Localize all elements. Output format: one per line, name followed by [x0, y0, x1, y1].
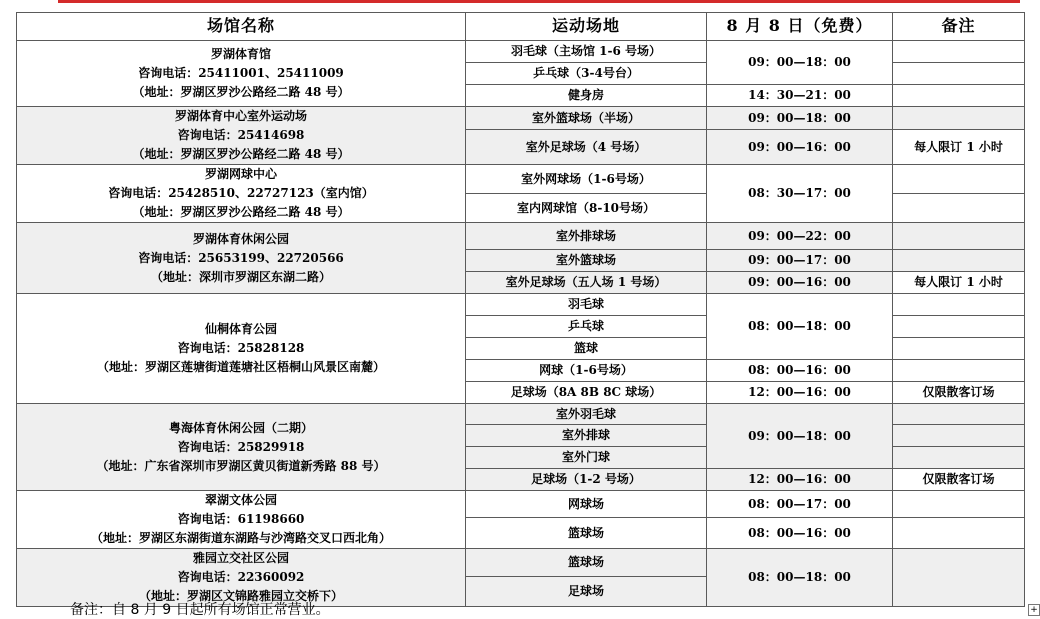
field-cell: 足球场（8A 8B 8C 球场）: [466, 382, 707, 404]
venue-cell: [17, 491, 466, 549]
table-row: [17, 294, 1025, 316]
venue-phone: 咨询电话：25828128: [177, 341, 305, 355]
time-cell: 12：00—16：00: [707, 382, 893, 404]
note-cell: [893, 194, 1025, 223]
field-cell: 乒乓球（3-4号台）: [466, 63, 707, 85]
time-cell: 09：00—16：00: [707, 272, 893, 294]
field-cell: 网球（1-6号场）: [466, 360, 707, 382]
venue-address: （地址：广东省深圳市罗湖区黄贝街道新秀路 88 号）: [96, 458, 386, 473]
note-cell: [893, 165, 1025, 194]
venue-address: （地址：罗湖区莲塘街道莲塘社区梧桐山风景区南麓）: [96, 360, 385, 374]
field-cell: 篮球: [466, 338, 707, 360]
venue-phone: 咨询电话：25414698: [177, 128, 305, 142]
note-cell: [893, 338, 1025, 360]
field-cell: 室外网球场（1-6号场）: [466, 165, 707, 194]
venue-address: （地址：罗湖区罗沙公路经二路 48 号）: [132, 147, 350, 161]
note-cell: [893, 360, 1025, 382]
note-cell: [893, 41, 1025, 63]
field-cell: 室外排球: [466, 425, 707, 447]
venue-address: （地址：罗湖区文锦路雅园立交桥下）: [138, 589, 343, 603]
table-row: [17, 404, 1025, 425]
time-cell: 08：00—16：00: [707, 360, 893, 382]
time-cell: 08：00—17：00: [707, 491, 893, 518]
field-cell: 乒乓球: [466, 316, 707, 338]
venue-name: 翠湖文体公园: [204, 493, 277, 507]
field-cell: 室外足球场（五人场 1 号场）: [466, 272, 707, 294]
field-cell: 室外篮球场: [466, 250, 707, 272]
note-cell: [893, 518, 1025, 549]
note-cell: 每人限订 1 小时: [893, 272, 1025, 294]
time-cell: 14：30—21：00: [707, 85, 893, 107]
note-cell: [893, 425, 1025, 447]
field-cell: 足球场: [466, 577, 707, 607]
note-cell: [893, 404, 1025, 425]
venue-cell: [17, 294, 466, 404]
venue-address: （地址：罗湖区罗沙公路经二路 48 号）: [132, 205, 350, 219]
table-row: [17, 107, 1025, 130]
venue-cell: [17, 107, 466, 165]
venue-phone: 咨询电话：61198660: [177, 512, 305, 526]
time-cell: 12：00—16：00: [707, 469, 893, 491]
field-cell: 足球场（1-2 号场）: [466, 469, 707, 491]
venue-cell: [17, 41, 466, 107]
resize-handle-icon[interactable]: +: [1028, 604, 1040, 616]
field-cell: 室外羽毛球: [466, 404, 707, 425]
time-cell: 09：00—18：00: [707, 404, 893, 469]
time-cell: 09：00—22：00: [707, 223, 893, 250]
venue-name: 罗湖网球中心: [204, 167, 277, 181]
field-cell: 羽毛球: [466, 294, 707, 316]
table-row: [17, 41, 1025, 63]
time-cell: 09：00—16：00: [707, 129, 893, 164]
note-cell: [893, 316, 1025, 338]
table-row: [17, 491, 1025, 518]
venue-phone: 咨询电话：25653199、22720566: [138, 250, 344, 265]
note-cell: [893, 447, 1025, 469]
note-cell: [893, 63, 1025, 85]
time-cell: 08：30—17：00: [707, 165, 893, 223]
note-cell: [893, 491, 1025, 518]
field-cell: 网球场: [466, 491, 707, 518]
note-cell: [893, 294, 1025, 316]
venue-name: 粤海体育休闲公园（二期）: [168, 420, 313, 435]
venue-address: （地址：罗湖区东湖街道东湖路与沙湾路交叉口西北角）: [90, 531, 391, 545]
venue-cell: [17, 549, 466, 607]
venue-schedule-table: [16, 12, 1025, 607]
venue-name: 罗湖体育中心室外运动场: [174, 109, 307, 123]
table-row: [17, 223, 1025, 250]
field-cell: 室内网球馆（8-10号场）: [466, 194, 707, 223]
note-cell: 仅限散客订场: [893, 382, 1025, 404]
top-accent-bar: [58, 0, 1020, 3]
time-cell: 08：00—18：00: [707, 549, 893, 607]
field-cell: 羽毛球（主场馆 1-6 号场）: [466, 41, 707, 63]
venue-phone: 咨询电话：25829918: [177, 439, 305, 454]
field-cell: 室外篮球场（半场）: [466, 107, 707, 130]
note-cell: [893, 107, 1025, 130]
field-cell: 篮球场: [466, 549, 707, 577]
note-cell: [893, 85, 1025, 107]
venue-name: 仙桐体育公园: [204, 322, 277, 336]
venue-name: 雅园立交社区公园: [192, 551, 289, 565]
venue-cell: [17, 404, 466, 491]
venue-phone: 咨询电话：22360092: [177, 570, 305, 584]
time-cell: 08：00—16：00: [707, 518, 893, 549]
field-cell: 室外排球场: [466, 223, 707, 250]
field-cell: 健身房: [466, 85, 707, 107]
header-venue: 场馆名称: [17, 13, 466, 41]
table-row: [17, 549, 1025, 577]
venue-cell: [17, 165, 466, 223]
venue-name: 罗湖体育休闲公园: [192, 231, 289, 246]
field-cell: 篮球场: [466, 518, 707, 549]
footer-note: 备注：自 8 月 9 日起所有场馆正常营业。: [70, 602, 330, 618]
time-cell: 09：00—17：00: [707, 250, 893, 272]
header-date: 8 月 8 日（免费）: [707, 13, 893, 41]
note-cell: [893, 250, 1025, 272]
header-field: 运动场地: [466, 13, 707, 41]
header-row: [17, 13, 1025, 41]
time-cell: 08：00—18：00: [707, 294, 893, 360]
venue-phone: 咨询电话：25428510、22727123（室内馆）: [108, 186, 374, 200]
field-cell: 室外足球场（4 号场）: [466, 129, 707, 164]
time-cell: 09：00—18：00: [707, 41, 893, 85]
note-cell: 仅限散客订场: [893, 469, 1025, 491]
header-note: 备注: [893, 13, 1025, 41]
table-row: [17, 165, 1025, 194]
note-cell: 每人限订 1 小时: [893, 129, 1025, 164]
time-cell: 09：00—18：00: [707, 107, 893, 130]
note-cell: [893, 223, 1025, 250]
note-cell: [893, 549, 1025, 607]
field-cell: 室外门球: [466, 447, 707, 469]
venue-address: （地址：罗湖区罗沙公路经二路 48 号）: [132, 85, 350, 99]
venue-cell: [17, 223, 466, 294]
venue-phone: 咨询电话：25411001、25411009: [138, 66, 344, 80]
venue-address: （地址：深圳市罗湖区东湖二路）: [150, 269, 331, 284]
venue-name: 罗湖体育馆: [210, 47, 271, 61]
